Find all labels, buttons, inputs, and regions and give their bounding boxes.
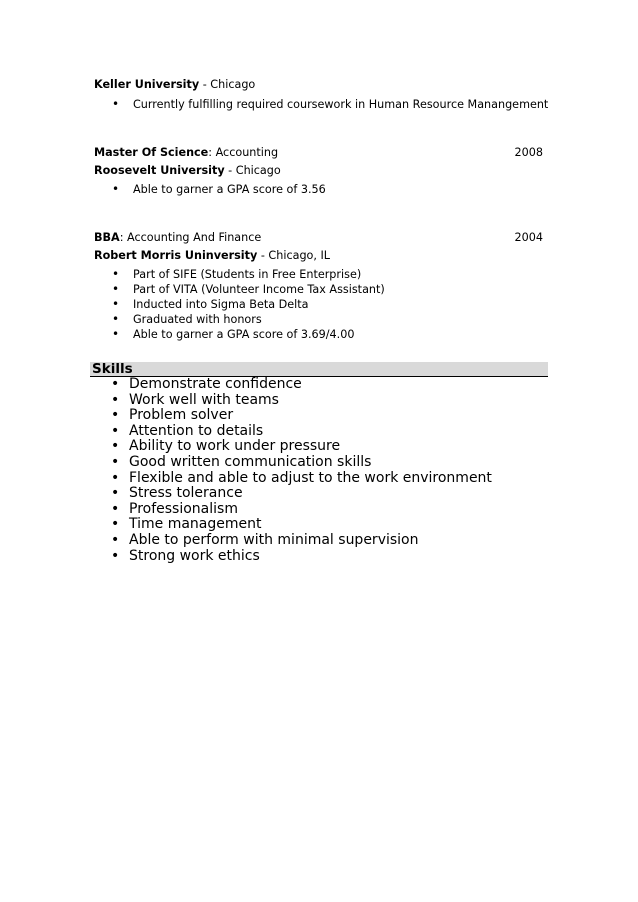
degree-year: 2004 — [514, 231, 543, 244]
list-item: • Part of VITA (Volunteer Income Tax Assistant) — [110, 282, 385, 297]
list-item: • Graduated with honors — [110, 312, 385, 327]
list-item: • Time management — [110, 517, 492, 533]
school-location: - Chicago — [228, 164, 281, 177]
list-item: • Ability to work under pressure — [110, 439, 492, 455]
skills-section-header: Skills — [90, 362, 548, 377]
list-item: • Problem solver — [110, 408, 492, 424]
list-item: • Attention to details — [110, 424, 492, 440]
list-item: • Professionalism — [110, 502, 492, 518]
skills-list — [110, 377, 492, 564]
degree-line-ms — [94, 146, 278, 160]
degree-name: BBA — [94, 231, 120, 244]
list-item: • Good written communication skills — [110, 455, 492, 471]
degree-line-bba — [94, 231, 261, 245]
degree-field: : Accounting And Finance — [119, 231, 262, 244]
degree-field: : Accounting — [208, 146, 279, 159]
education-entry-keller — [94, 78, 255, 92]
list-item: • Inducted into Sigma Beta Delta — [110, 297, 385, 312]
education-entry-roosevelt — [94, 164, 281, 178]
school-location: - Chicago — [202, 78, 256, 91]
list-item: • Strong work ethics — [110, 549, 492, 565]
list-item: • Work well with teams — [110, 393, 492, 409]
list-item: • Demonstrate confidence — [110, 377, 492, 393]
list-item: • Currently fulfilling required coursework in Human Resource Manangement — [110, 97, 548, 112]
list-item: • Able to garner a GPA score of 3.69/4.00 — [110, 327, 385, 342]
keller-bullets — [110, 97, 548, 112]
education-entry-robert-morris — [94, 249, 330, 263]
list-item: • Stress tolerance — [110, 486, 492, 502]
degree-name: Master Of Science — [94, 146, 209, 159]
list-item: • Able to garner a GPA score of 3.56 — [110, 182, 326, 197]
list-item: • Flexible and able to adjust to the work environment — [110, 471, 492, 487]
list-item: • Able to perform with minimal supervision — [110, 533, 492, 549]
robert-morris-bullets — [110, 267, 385, 342]
list-item: • Part of SIFE (Students in Free Enterprise) — [110, 267, 385, 282]
school-location: - Chicago, IL — [260, 249, 331, 262]
roosevelt-bullets — [110, 182, 326, 197]
school-name: Roosevelt University — [94, 164, 225, 177]
school-name: Keller University — [94, 78, 200, 91]
degree-year: 2008 — [514, 146, 543, 159]
school-name: Robert Morris Uninversity — [94, 249, 258, 262]
